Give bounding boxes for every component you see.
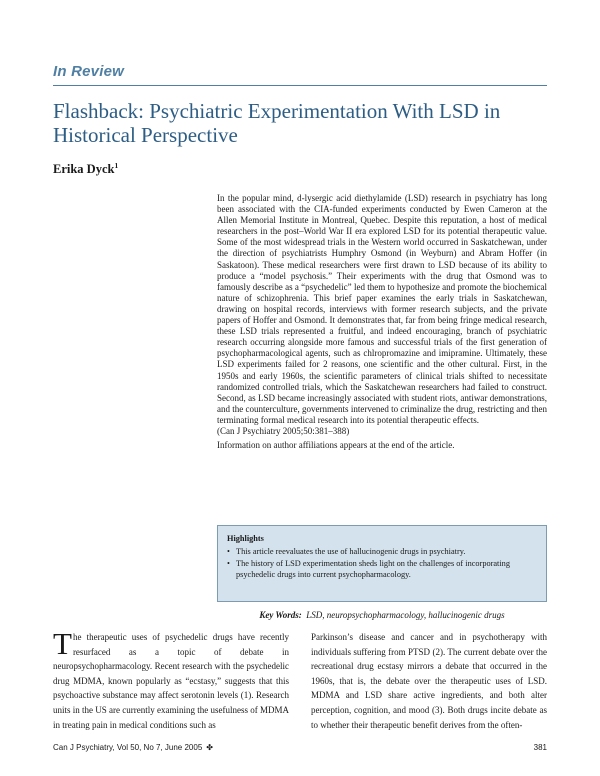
keywords-terms: LSD, neuropsychopharmacology, hallucinogenic drugs xyxy=(306,610,505,620)
body-text-left: he therapeutic uses of psychedelic drugs have recently resurfaced as a topic of debate in neuropsychopharmacology. Recent research with the psychedelic drug MDMA, known popularly as “ecstasy,” suggests that this psychoactive substance may affect serotonin levels (1). Research units in the US are currently examining the usefulness of MDMA in treating pain in medical conditions such as xyxy=(53,632,289,730)
section-divider xyxy=(53,85,547,86)
keywords-label: Key Words: xyxy=(259,610,302,620)
highlights-list xyxy=(227,547,537,580)
journal-citation: Can J Psychiatry, Vol 50, No 7, June 2005 xyxy=(53,743,203,752)
highlight-text: The history of LSD experimentation sheds light on the challenges of incorporating psychedelic drugs into current psychopharmacology. xyxy=(236,559,510,579)
bullet-icon: • xyxy=(227,559,230,569)
affiliation-marker: 1 xyxy=(114,161,119,170)
highlights-box xyxy=(217,525,547,602)
body-column-right: Parkinson’s disease and cancer and in psychotherapy with individuals suffering from PTSD (2). The current debate over the recreational drug ecstasy mirrors a debate that occurred in the 1960s, that is, the debate over the therapeutic uses of LSD. MDMA and LSD share active ingredients, and both alter perception, cognition, and mood (3). Both drugs incite debate as to whether their therapeutic benefit derives from the often- xyxy=(311,632,547,730)
body-column-left xyxy=(53,626,289,732)
journal-info xyxy=(53,743,213,752)
drop-cap: T xyxy=(53,626,72,661)
highlight-text: This article reevaluates the use of hallucinogenic drugs in psychiatry. xyxy=(236,547,466,557)
highlight-item xyxy=(227,547,537,557)
keywords xyxy=(217,610,547,620)
author-name: Erika Dyck xyxy=(53,162,115,177)
page-number: 381 xyxy=(533,743,547,752)
author-byline xyxy=(53,161,118,177)
abstract-body: In the popular mind, d-lysergic acid diethylamide (LSD) research in psychiatry has long been associated with the CIA-funded experiments conducted by Ewen Cameron at the Allen Memorial Institute in Montreal, Quebec. Despite this reputation, a host of medical researchers in the post–World War II era explored LSD for its potential therapeutic value. Some of the most widespread trials in the Western world occurred in Saskatchewan, under the direction of psychiatrists Humphry Osmond (in Weyburn) and Abram Hoffer (in Saskatoon). These medical researchers were first drawn to LSD because of its ability to produce a “model psychosis.” Their experiments with the drug that Osmond was to famously describe as a “psychedelic” led them to hypothesize and promote the biochemical nature of schizophrenia. This brief paper examines the early trials in Saskatchewan, drawing on hospital records, interviews with former research subjects, and the private papers of Hoffer and Osmond. It demonstrates that, far from being fringe medical research, these LSD trials represented a fruitful, and indeed encouraging, branch of psychiatric research occurring alongside more famous and successful trials of the first generation of psychopharmacological agents, such as chlropromazine and imipramine. Ultimately, these LSD experiments failed for 2 reasons, one scientific and the other cultural. First, in the 1950s and early 1960s, the scientific parameters of clinical trials shifted to necessitate randomized controlled trials, which the Saskatchewan researchers had failed to construct. Second, as LSD became increasingly associated with student riots, antiwar demonstrations, and the counterculture, governments intervened to criminalize the drug, restricting and then terminating formal medical research into its potential therapeutic effects. xyxy=(217,193,547,425)
ornament-icon: ✤ xyxy=(206,743,213,752)
citation: (Can J Psychiatry 2005;50:381–388) xyxy=(217,425,350,436)
bullet-icon: • xyxy=(227,547,230,557)
affiliation-note: Information on author affiliations appears at the end of the article. xyxy=(217,440,455,451)
highlights-title: Highlights xyxy=(227,534,264,543)
abstract xyxy=(217,193,547,451)
highlight-item xyxy=(227,559,537,579)
section-label: In Review xyxy=(53,63,124,80)
article-title: Flashback: Psychiatric Experimentation With LSD in Historical Perspective xyxy=(53,99,501,147)
